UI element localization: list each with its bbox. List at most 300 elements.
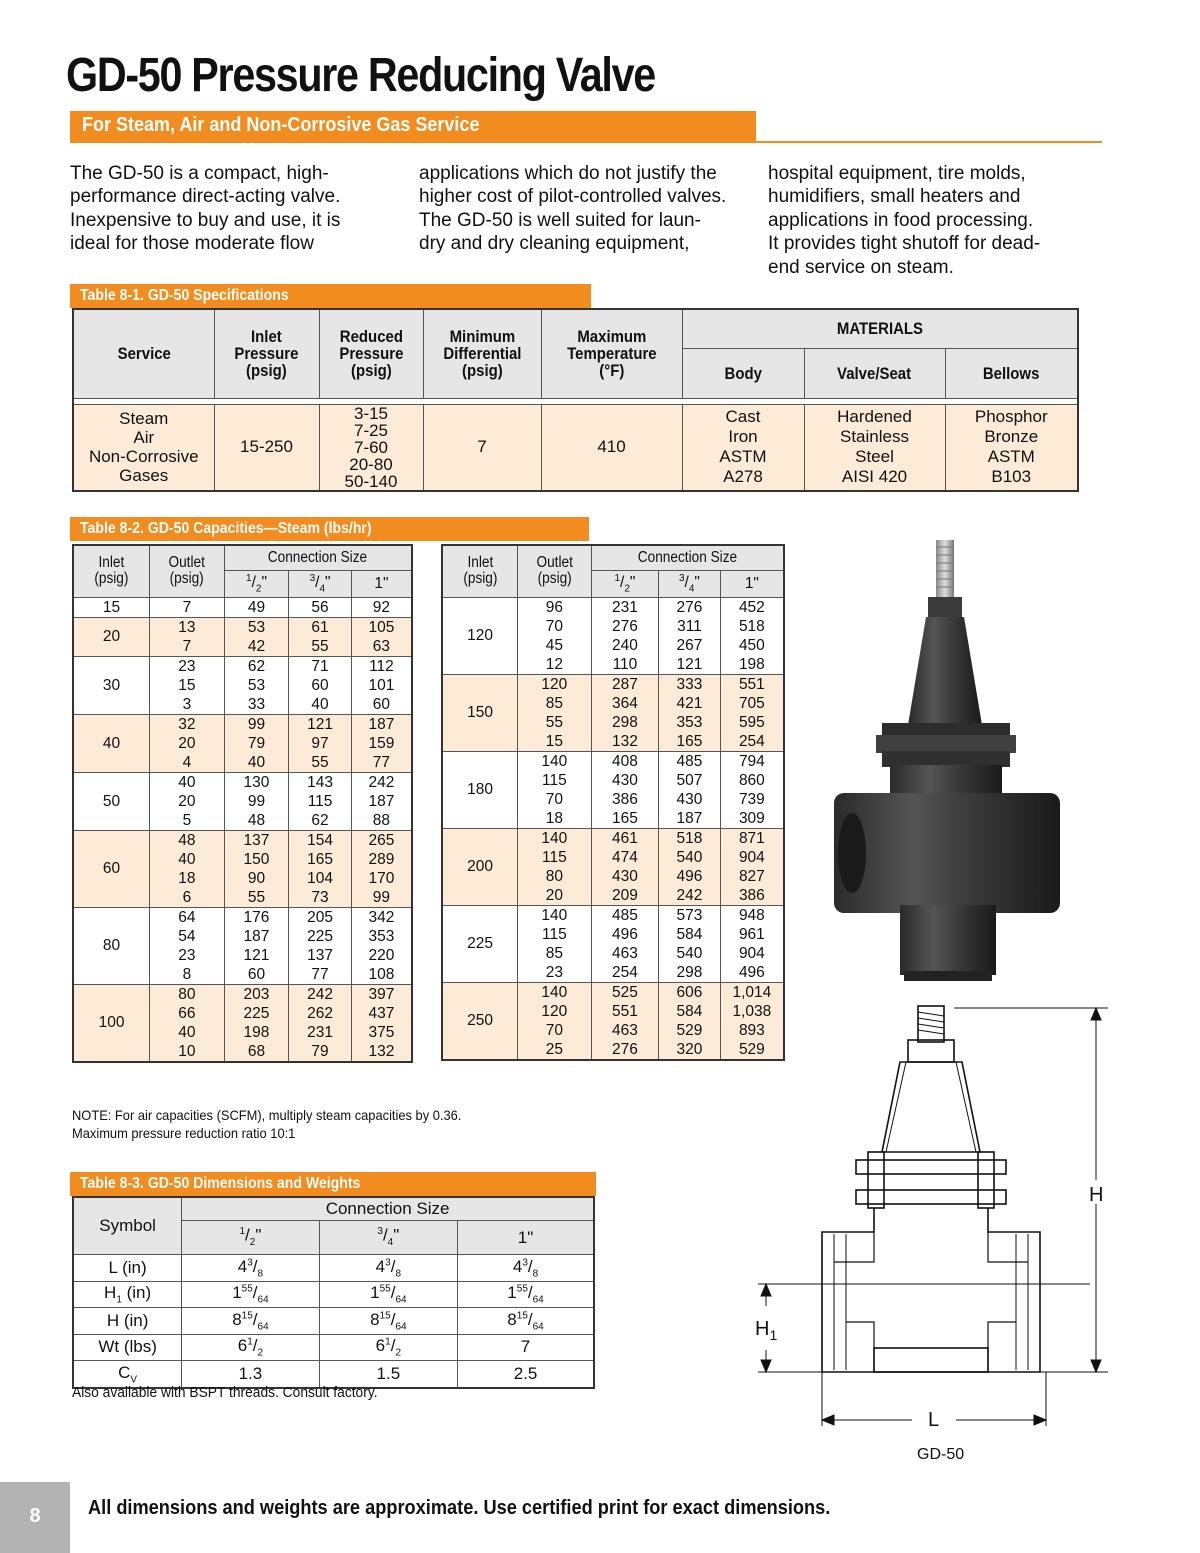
capacity-cell: 584 <box>659 925 721 944</box>
capacity-cell: 90 <box>224 869 289 888</box>
outlet-cell: 66 <box>150 1004 225 1023</box>
table-row <box>442 674 784 694</box>
inlet-cell: 200 <box>442 828 518 905</box>
table-row <box>73 597 412 617</box>
capacity-cell: 105 <box>351 617 412 637</box>
capacity-cell: 40 <box>289 695 352 715</box>
capacity-cell: 143 <box>289 772 352 792</box>
capacity-cell: 60 <box>351 695 412 715</box>
capacity-cell: 77 <box>351 753 412 773</box>
t1-min-diff: 7 <box>423 404 541 491</box>
capacity-cell: 137 <box>224 830 289 850</box>
inlet-cell: 150 <box>442 674 518 751</box>
page-title: GD-50 Pressure Reducing Valve <box>66 49 655 102</box>
capacity-cell: 860 <box>720 771 784 790</box>
capacity-cell: 56 <box>289 597 352 617</box>
inlet-cell: 20 <box>73 617 150 656</box>
drawing-caption: GD-50 <box>917 1446 965 1463</box>
capacity-cell: 298 <box>659 963 721 983</box>
capacity-cell: 518 <box>659 828 721 848</box>
capacity-cell: 540 <box>659 848 721 867</box>
outlet-cell: 120 <box>518 1002 592 1021</box>
capacity-cell: 961 <box>720 925 784 944</box>
capacity-cell: 99 <box>224 792 289 811</box>
outlet-cell: 48 <box>150 830 225 850</box>
inlet-cell: 100 <box>73 984 150 1062</box>
outlet-cell: 20 <box>150 792 225 811</box>
valve-photo <box>830 535 1080 990</box>
outlet-cell: 85 <box>518 694 592 713</box>
t2b-header-outlet: Outlet (psig) <box>518 545 592 597</box>
t1-header-valve-seat: Valve/Seat <box>804 348 945 398</box>
outlet-cell: 25 <box>518 1040 592 1060</box>
page-number: 8 <box>29 1505 41 1527</box>
capacity-cell: 60 <box>224 965 289 985</box>
t2a-header-outlet: Outlet (psig) <box>150 545 225 597</box>
specifications-table <box>72 308 1079 492</box>
capacity-cell: 165 <box>659 732 721 752</box>
inlet-cell: 60 <box>73 830 150 907</box>
capacity-cell: 220 <box>351 946 412 965</box>
capacity-cell: 595 <box>720 713 784 732</box>
inlet-cell: 120 <box>442 597 518 674</box>
table-row <box>73 1308 594 1335</box>
capacity-cell: 203 <box>224 984 289 1004</box>
capacity-cell: 49 <box>224 597 289 617</box>
t2a-header-inlet: Inlet (psig) <box>73 545 150 597</box>
outlet-cell: 7 <box>150 637 225 657</box>
capacity-cell: 430 <box>591 867 659 886</box>
capacity-cell: 584 <box>659 1002 721 1021</box>
capacity-cell: 421 <box>659 694 721 713</box>
capacity-cell: 452 <box>720 597 784 617</box>
capacity-cell: 463 <box>591 1021 659 1040</box>
outlet-cell: 80 <box>518 867 592 886</box>
outlet-cell: 55 <box>518 713 592 732</box>
capacity-cell: 132 <box>351 1042 412 1062</box>
outlet-cell: 20 <box>518 886 592 906</box>
t1-header-body: Body <box>682 348 804 398</box>
outlet-cell: 140 <box>518 828 592 848</box>
capacity-cell: 225 <box>289 927 352 946</box>
capacity-cell: 242 <box>351 772 412 792</box>
outlet-cell: 115 <box>518 848 592 867</box>
capacity-cell: 55 <box>289 753 352 773</box>
capacity-cell: 276 <box>659 597 721 617</box>
capacity-cell: 507 <box>659 771 721 790</box>
capacity-cell: 485 <box>659 751 721 771</box>
table1-caption: Table 8-1. GD-50 Specifications <box>70 284 591 308</box>
t1-header-reduced: Reduced Pressure (psig) <box>319 309 423 398</box>
outlet-cell: 7 <box>150 597 225 617</box>
table-row <box>442 905 784 925</box>
inlet-cell: 40 <box>73 714 150 772</box>
outlet-cell: 40 <box>150 1023 225 1042</box>
outlet-cell: 40 <box>150 772 225 792</box>
capacity-cell: 525 <box>591 982 659 1002</box>
capacity-cell: 79 <box>289 1042 352 1062</box>
table-row <box>73 772 412 792</box>
outlet-cell: 18 <box>150 869 225 888</box>
capacity-cell: 267 <box>659 636 721 655</box>
capacities-table-left <box>72 544 413 1063</box>
symbol-cell: $H_1$ (in) <box>73 1281 182 1308</box>
t3-header-size-one: 1" <box>458 1221 594 1255</box>
symbol-cell: $C_V$ <box>73 1361 182 1388</box>
capacity-cell: 705 <box>720 694 784 713</box>
dimension-cell: 1.3 <box>182 1361 319 1388</box>
capacity-cell: 77 <box>289 965 352 985</box>
table-row <box>442 597 784 617</box>
dimension-cell: $8^{15}/_{64}$ <box>182 1308 319 1335</box>
t1-service: Steam Air Non-Corrosive Gases <box>73 404 214 491</box>
capacity-cell: 242 <box>659 886 721 906</box>
inlet-cell: 225 <box>442 905 518 982</box>
table3-caption: Table 8-3. GD-50 Dimensions and Weights <box>70 1172 596 1196</box>
outlet-cell: 64 <box>150 907 225 927</box>
dimension-cell: $8^{15}/_{64}$ <box>458 1308 594 1335</box>
capacity-cell: 386 <box>720 886 784 906</box>
inlet-cell: 30 <box>73 656 150 714</box>
outlet-cell: 120 <box>518 674 592 694</box>
capacity-cell: 63 <box>351 637 412 657</box>
outlet-cell: 10 <box>150 1042 225 1062</box>
capacity-cell: 262 <box>289 1004 352 1023</box>
capacity-cell: 55 <box>224 888 289 908</box>
capacity-cell: 430 <box>591 771 659 790</box>
dimension-cell: $1^{55}/_{64}$ <box>458 1281 594 1308</box>
capacity-cell: 130 <box>224 772 289 792</box>
capacity-cell: 225 <box>224 1004 289 1023</box>
capacity-cell: 60 <box>289 676 352 695</box>
capacity-cell: 79 <box>224 734 289 753</box>
capacity-cell: 1,014 <box>720 982 784 1002</box>
capacity-cell: 893 <box>720 1021 784 1040</box>
capacity-cell: 187 <box>351 792 412 811</box>
outlet-cell: 80 <box>150 984 225 1004</box>
capacity-cell: 320 <box>659 1040 721 1060</box>
capacity-cell: 311 <box>659 617 721 636</box>
outlet-cell: 140 <box>518 751 592 771</box>
capacity-cell: 254 <box>720 732 784 752</box>
capacity-cell: 112 <box>351 656 412 676</box>
capacity-cell: 254 <box>591 963 659 983</box>
inlet-cell: 180 <box>442 751 518 828</box>
capacity-cell: 205 <box>289 907 352 927</box>
capacity-cell: 99 <box>224 714 289 734</box>
capacity-cell: 276 <box>591 1040 659 1060</box>
dimension-cell: $8^{15}/_{64}$ <box>319 1308 457 1335</box>
symbol-cell: Wt (lbs) <box>73 1334 182 1361</box>
capacity-cell: 551 <box>720 674 784 694</box>
outlet-cell: 85 <box>518 944 592 963</box>
t2a-header-size-three-quarter: $^3/_4$" <box>289 570 352 597</box>
capacity-cell: 48 <box>224 811 289 831</box>
capacity-cell: 496 <box>720 963 784 983</box>
capacity-cell: 209 <box>591 886 659 906</box>
capacity-cell: 187 <box>224 927 289 946</box>
capacity-cell: 518 <box>720 617 784 636</box>
capacity-cell: 53 <box>224 617 289 637</box>
capacity-cell: 159 <box>351 734 412 753</box>
table-row <box>73 656 412 676</box>
page-subtitle: For Steam, Air and Non-Corrosive Gas Service <box>82 114 480 136</box>
capacity-cell: 496 <box>591 925 659 944</box>
capacity-cell: 101 <box>351 676 412 695</box>
table2-caption: Table 8-2. GD-50 Capacities—Steam (lbs/hr) <box>70 517 589 541</box>
capacity-cell: 165 <box>591 809 659 829</box>
capacity-cell: 187 <box>351 714 412 734</box>
t1-header-service: Service <box>73 309 214 398</box>
capacity-cell: 430 <box>659 790 721 809</box>
dimension-cell: $6^1/_2$ <box>319 1334 457 1361</box>
dimension-drawing <box>750 1000 1110 1440</box>
capacity-cell: 529 <box>659 1021 721 1040</box>
dimension-cell: $6^1/_2$ <box>182 1334 319 1361</box>
table-row <box>442 828 784 848</box>
capacity-cell: 104 <box>289 869 352 888</box>
capacity-cell: 176 <box>224 907 289 927</box>
capacity-cell: 276 <box>591 617 659 636</box>
capacity-cell: 170 <box>351 869 412 888</box>
capacity-cell: 827 <box>720 867 784 886</box>
table-row <box>442 751 784 771</box>
dimension-label-l: L <box>928 1409 940 1431</box>
capacity-note: NOTE: For air capacities (SCFM), multiply steam capacities by 0.36. Maximum pressure reduction ratio 10:1 <box>72 1107 462 1141</box>
outlet-cell: 12 <box>518 655 592 675</box>
intro-column-3: hospital equipment, tire molds, humidifiers, small heaters and applications in food processing. It provides tight shutoff for dead- end service on steam. <box>768 163 1041 278</box>
capacities-table-right <box>441 544 785 1061</box>
symbol-cell: L (in) <box>73 1255 182 1282</box>
table-row <box>73 830 412 850</box>
t1-inlet: 15-250 <box>214 404 319 491</box>
capacity-cell: 121 <box>659 655 721 675</box>
capacity-cell: 62 <box>224 656 289 676</box>
inlet-cell: 50 <box>73 772 150 830</box>
capacity-cell: 240 <box>591 636 659 655</box>
outlet-cell: 70 <box>518 1021 592 1040</box>
capacity-cell: 386 <box>591 790 659 809</box>
capacity-cell: 62 <box>289 811 352 831</box>
outlet-cell: 23 <box>150 656 225 676</box>
table-row <box>73 907 412 927</box>
outlet-cell: 4 <box>150 753 225 773</box>
capacity-cell: 92 <box>351 597 412 617</box>
capacity-cell: 309 <box>720 809 784 829</box>
t3-header-size-half: $^1/_2$" <box>182 1221 319 1255</box>
outlet-cell: 15 <box>518 732 592 752</box>
capacity-cell: 154 <box>289 830 352 850</box>
capacity-cell: 397 <box>351 984 412 1004</box>
t2b-header-size-one: 1" <box>720 570 784 597</box>
capacity-cell: 333 <box>659 674 721 694</box>
capacity-cell: 137 <box>289 946 352 965</box>
outlet-cell: 32 <box>150 714 225 734</box>
t2b-header-size-half: $^1/_2$" <box>591 570 659 597</box>
footer-disclaimer: All dimensions and weights are approximate. Use certified print for exact dimensions. <box>88 1497 831 1519</box>
t2a-header-size-half: $^1/_2$" <box>224 570 289 597</box>
t1-body: Cast Iron ASTM A278 <box>682 404 804 491</box>
capacity-cell: 97 <box>289 734 352 753</box>
dimension-cell: $4^3/_8$ <box>182 1255 319 1282</box>
capacity-cell: 231 <box>289 1023 352 1042</box>
bspt-footnote: Also available with BSPT threads. Consult factory. <box>72 1384 378 1401</box>
t1-header-bellows: Bellows <box>945 348 1078 398</box>
capacity-cell: 61 <box>289 617 352 637</box>
capacity-cell: 375 <box>351 1023 412 1042</box>
outlet-cell: 70 <box>518 617 592 636</box>
dimensions-table <box>72 1196 595 1389</box>
capacity-cell: 150 <box>224 850 289 869</box>
capacity-cell: 606 <box>659 982 721 1002</box>
capacity-cell: 461 <box>591 828 659 848</box>
t1-header-inlet: Inlet Pressure (psig) <box>214 309 319 398</box>
capacity-cell: 121 <box>224 946 289 965</box>
capacity-cell: 529 <box>720 1040 784 1060</box>
outlet-cell: 23 <box>150 946 225 965</box>
t1-reduced: 3-15 7-25 7-60 20-80 50-140 <box>319 404 423 491</box>
capacity-cell: 342 <box>351 907 412 927</box>
capacity-cell: 904 <box>720 848 784 867</box>
capacity-cell: 55 <box>289 637 352 657</box>
table-row <box>73 1334 594 1361</box>
dimension-cell: 2.5 <box>458 1361 594 1388</box>
outlet-cell: 5 <box>150 811 225 831</box>
capacity-cell: 948 <box>720 905 784 925</box>
outlet-cell: 70 <box>518 790 592 809</box>
capacity-cell: 88 <box>351 811 412 831</box>
table-row <box>73 1281 594 1308</box>
t2a-header-size-one: 1" <box>351 570 412 597</box>
table-row <box>442 982 784 1002</box>
capacity-cell: 198 <box>224 1023 289 1042</box>
t3-header-symbol: Symbol <box>73 1197 182 1255</box>
outlet-cell: 23 <box>518 963 592 983</box>
inlet-cell: 80 <box>73 907 150 984</box>
capacity-cell: 187 <box>659 809 721 829</box>
outlet-cell: 54 <box>150 927 225 946</box>
t1-max-temp: 410 <box>541 404 682 491</box>
dimension-cell: $4^3/_8$ <box>319 1255 457 1282</box>
capacity-cell: 871 <box>720 828 784 848</box>
outlet-cell: 40 <box>150 850 225 869</box>
capacity-cell: 287 <box>591 674 659 694</box>
t2b-header-connection: Connection Size <box>591 545 784 570</box>
intro-column-1: The GD-50 is a compact, high- performance direct-acting valve. Inexpensive to buy and use, it is ideal for those moderate flow <box>70 163 341 255</box>
capacity-cell: 450 <box>720 636 784 655</box>
outlet-cell: 15 <box>150 676 225 695</box>
capacity-cell: 115 <box>289 792 352 811</box>
outlet-cell: 3 <box>150 695 225 715</box>
capacity-cell: 242 <box>289 984 352 1004</box>
capacity-cell: 794 <box>720 751 784 771</box>
capacity-cell: 110 <box>591 655 659 675</box>
capacity-cell: 739 <box>720 790 784 809</box>
capacity-cell: 353 <box>659 713 721 732</box>
outlet-cell: 8 <box>150 965 225 985</box>
capacity-cell: 573 <box>659 905 721 925</box>
capacity-cell: 408 <box>591 751 659 771</box>
capacity-cell: 265 <box>351 830 412 850</box>
subtitle-rule <box>70 141 1102 143</box>
capacity-cell: 53 <box>224 676 289 695</box>
capacity-cell: 551 <box>591 1002 659 1021</box>
outlet-cell: 18 <box>518 809 592 829</box>
outlet-cell: 20 <box>150 734 225 753</box>
outlet-cell: 140 <box>518 982 592 1002</box>
outlet-cell: 6 <box>150 888 225 908</box>
capacity-cell: 68 <box>224 1042 289 1062</box>
capacity-cell: 289 <box>351 850 412 869</box>
capacity-cell: 42 <box>224 637 289 657</box>
inlet-cell: 15 <box>73 597 150 617</box>
outlet-cell: 140 <box>518 905 592 925</box>
symbol-cell: H (in) <box>73 1308 182 1335</box>
dimension-cell: $4^3/_8$ <box>458 1255 594 1282</box>
capacity-cell: 73 <box>289 888 352 908</box>
t2b-header-size-three-quarter: $^3/_4$" <box>659 570 721 597</box>
table-row <box>73 714 412 734</box>
capacity-cell: 33 <box>224 695 289 715</box>
capacity-cell: 474 <box>591 848 659 867</box>
outlet-cell: 13 <box>150 617 225 637</box>
capacity-cell: 496 <box>659 867 721 886</box>
capacity-cell: 108 <box>351 965 412 985</box>
capacity-cell: 1,038 <box>720 1002 784 1021</box>
capacity-cell: 364 <box>591 694 659 713</box>
capacity-cell: 198 <box>720 655 784 675</box>
table-row <box>73 984 412 1004</box>
capacity-cell: 231 <box>591 597 659 617</box>
capacity-cell: 353 <box>351 927 412 946</box>
dimension-cell: 1.5 <box>319 1361 457 1388</box>
outlet-cell: 115 <box>518 925 592 944</box>
t2a-header-connection: Connection Size <box>224 545 412 570</box>
dimension-cell: $1^{55}/_{64}$ <box>319 1281 457 1308</box>
dimension-cell: $1^{55}/_{64}$ <box>182 1281 319 1308</box>
dimension-cell: 7 <box>458 1334 594 1361</box>
t3-header-size-three-quarter: $^3/_4$" <box>319 1221 457 1255</box>
capacity-cell: 540 <box>659 944 721 963</box>
intro-column-2: applications which do not justify the higher cost of pilot-controlled valves. The GD-50 is well suited for laun- dry and dry cleaning equipment, <box>419 163 727 255</box>
outlet-cell: 45 <box>518 636 592 655</box>
capacity-cell: 40 <box>224 753 289 773</box>
table-row <box>73 617 412 637</box>
capacity-cell: 99 <box>351 888 412 908</box>
capacity-cell: 485 <box>591 905 659 925</box>
capacity-cell: 121 <box>289 714 352 734</box>
outlet-cell: 96 <box>518 597 592 617</box>
capacity-cell: 463 <box>591 944 659 963</box>
table-row <box>73 1255 594 1282</box>
dimension-label-h: H <box>1089 1184 1104 1206</box>
t1-valve-seat: Hardened Stainless Steel AISI 420 <box>804 404 945 491</box>
capacity-cell: 298 <box>591 713 659 732</box>
capacity-cell: 132 <box>591 732 659 752</box>
capacity-cell: 437 <box>351 1004 412 1023</box>
outlet-cell: 115 <box>518 771 592 790</box>
t3-header-connection: Connection Size <box>182 1197 594 1221</box>
t1-header-materials: MATERIALS <box>682 309 1078 348</box>
capacity-cell: 71 <box>289 656 352 676</box>
inlet-cell: 250 <box>442 982 518 1060</box>
t1-header-min-diff: Minimum Differential (psig) <box>423 309 541 398</box>
capacity-cell: 904 <box>720 944 784 963</box>
t1-bellows: Phosphor Bronze ASTM B103 <box>945 404 1078 491</box>
t2b-header-inlet: Inlet (psig) <box>442 545 518 597</box>
t1-header-max-temp: Maximum Temperature (°F) <box>541 309 682 398</box>
dimension-label-h1: $H_1$ <box>755 1318 778 1343</box>
